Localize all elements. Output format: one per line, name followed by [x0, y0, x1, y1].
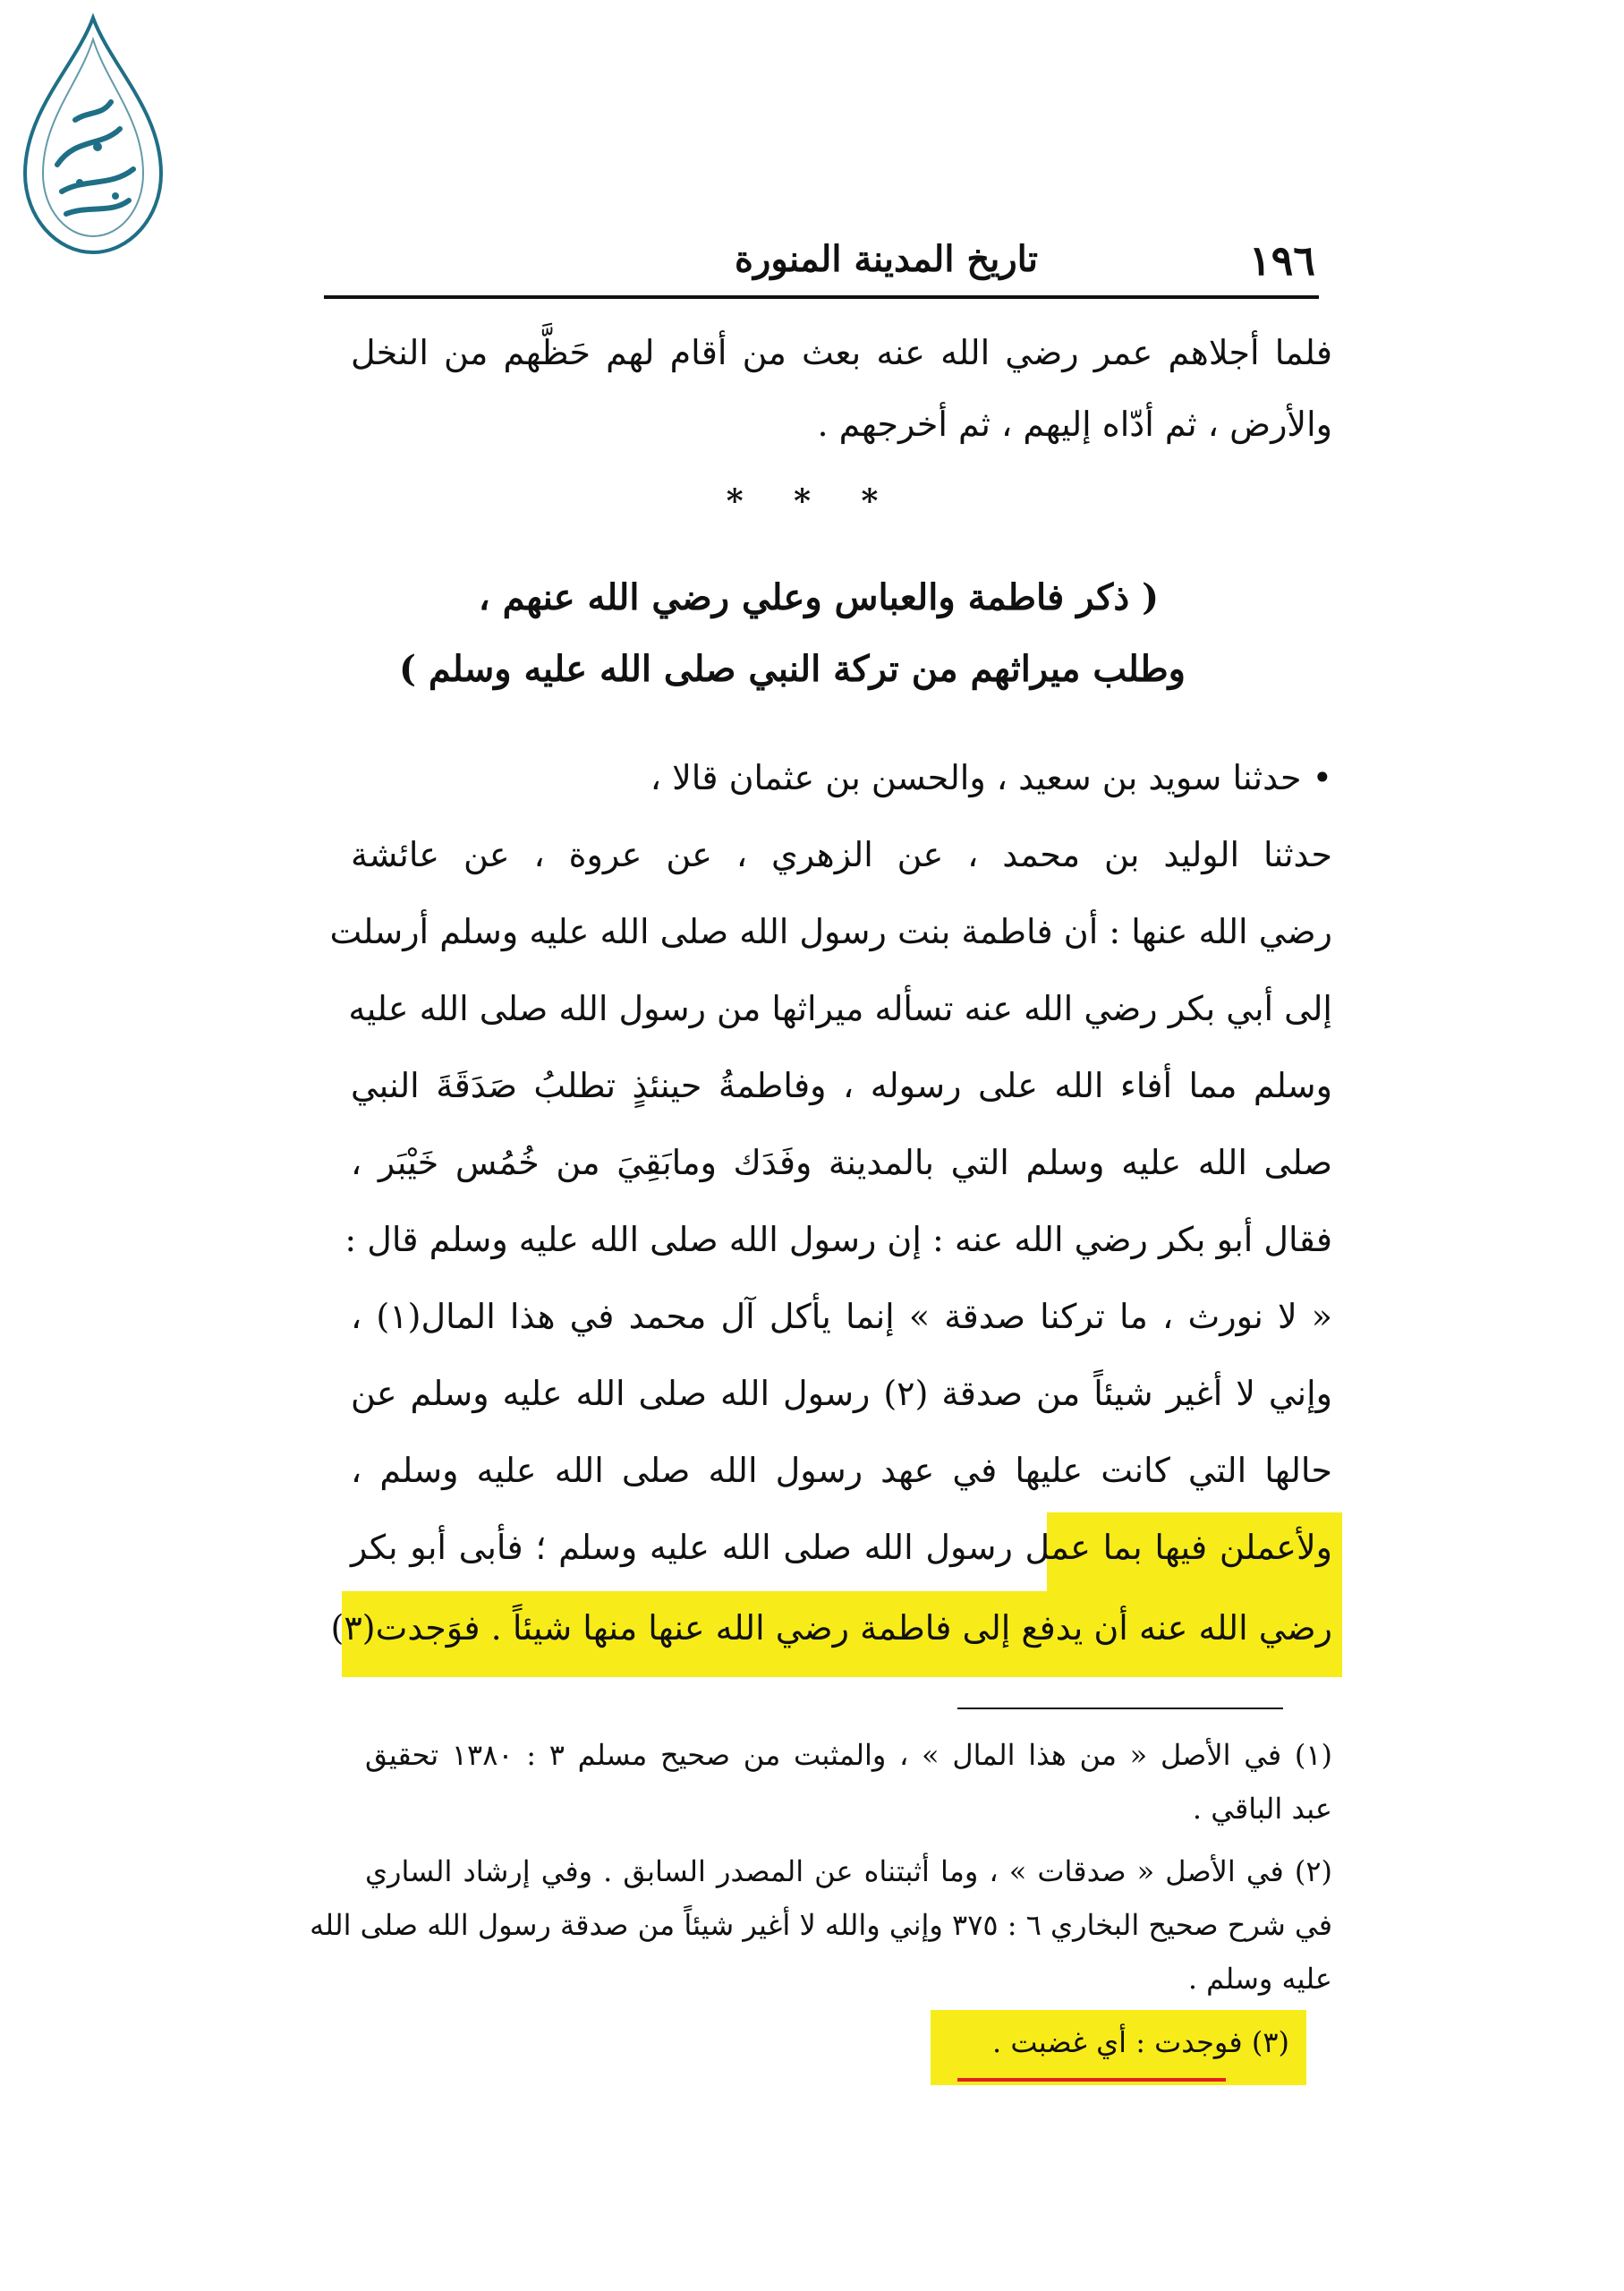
footnote-divider [957, 1708, 1283, 1709]
section-heading-line-1: ( ذكر فاطمة والعباس وعلي رضي الله عنهم ، [478, 576, 1159, 618]
paragraph-line-3: رضي الله عنها : أن فاطمة بنت رسول الله صلى الله عليه وسلم أرسلت [329, 912, 1332, 951]
paragraph-line-11: ولأعملن فيها بما عمل رسول الله صلى الله عليه وسلم ؛ فأبى أبو بكر [351, 1528, 1332, 1567]
paragraph-line-4: إلى أبي بكر رضي الله عنه تسأله ميراثها من رسول الله صلى الله عليه [348, 989, 1332, 1028]
paragraph-line-7: فقال أبو بكر رضي الله عنه : إن رسول الله صلى الله عليه وسلم قال : [344, 1220, 1332, 1259]
red-underline [957, 2078, 1226, 2082]
section-heading-line-2: وطلب ميراثهم من تركة النبي صلى الله عليه وسلم ) [398, 648, 1186, 690]
paragraph-line-1: • حدثنا سويد بن سعيد ، والحسن بن عثمان قالا ، [650, 758, 1332, 797]
calligraphy-logo [13, 13, 174, 263]
footnote-2-line-3: عليه وسلم . [1187, 1962, 1332, 1996]
header-divider [324, 295, 1319, 299]
footnote-2-line-1: (٢) في الأصل « صدقات » ، وما أثبتناه عن المصدر السابق . وفي إرشاد الساري [365, 1854, 1332, 1888]
intro-line-2: والأرض ، ثم أدّاه إليهم ، ثم أخرجهم . [817, 405, 1332, 444]
intro-line-1: فلما أجلاهم عمر رضي الله عنه بعث من أقام لهم حَظَّهم من النخل [351, 333, 1332, 372]
section-separator: * * * [726, 482, 898, 520]
footnote-1-line-2: عبد الباقي . [1192, 1792, 1332, 1826]
paragraph-line-6: صلى الله عليه وسلم التي بالمدينة وفَدَك ومابَقِيَ من خُمُس خَيْبَر ، [351, 1143, 1332, 1182]
page-title: تاريخ المدينة المنورة [735, 238, 1038, 280]
paragraph-line-10: حالها التي كانت عليها في عهد رسول الله صلى الله عليه وسلم ، [351, 1451, 1332, 1490]
paragraph-line-8: « لا نورث ، ما تركنا صدقة » إنما يأكل آل محمد في هذا المال(١) ، [351, 1297, 1333, 1336]
footnote-3: (٣) فوجدت : أي غضبت . [992, 2025, 1289, 2059]
paragraph-line-12: رضي الله عنه أن يدفع إلى فاطمة رضي الله عنها منها شيئاً . فوَجدت(٣) [330, 1608, 1332, 1648]
paragraph-line-5: وسلم مما أفاء الله على رسوله ، وفاطمةُ حينئذٍ تطلبُ صَدَقَةَ النبي [351, 1066, 1332, 1105]
paragraph-line-9: وإني لا أغير شيئاً من صدقة (٢) رسول الله صلى الله عليه وسلم عن [351, 1374, 1332, 1413]
footnote-2-line-2: في شرح صحيح البخاري ٦ : ٣٧٥ وإني والله لا أغير شيئاً من صدقة رسول الله صلى الله [310, 1908, 1332, 1942]
page-header [331, 236, 1315, 290]
paragraph-line-2: حدثنا الوليد بن محمد ، عن الزهري ، عن عروة ، عن عائشة [351, 835, 1332, 874]
page-number: ١٩٦ [1248, 236, 1315, 285]
footnote-1-line-1: (١) في الأصل « من هذا المال » ، والمثبت من صحيح مسلم ٣ : ١٣٨٠ تحقيق [365, 1738, 1333, 1772]
